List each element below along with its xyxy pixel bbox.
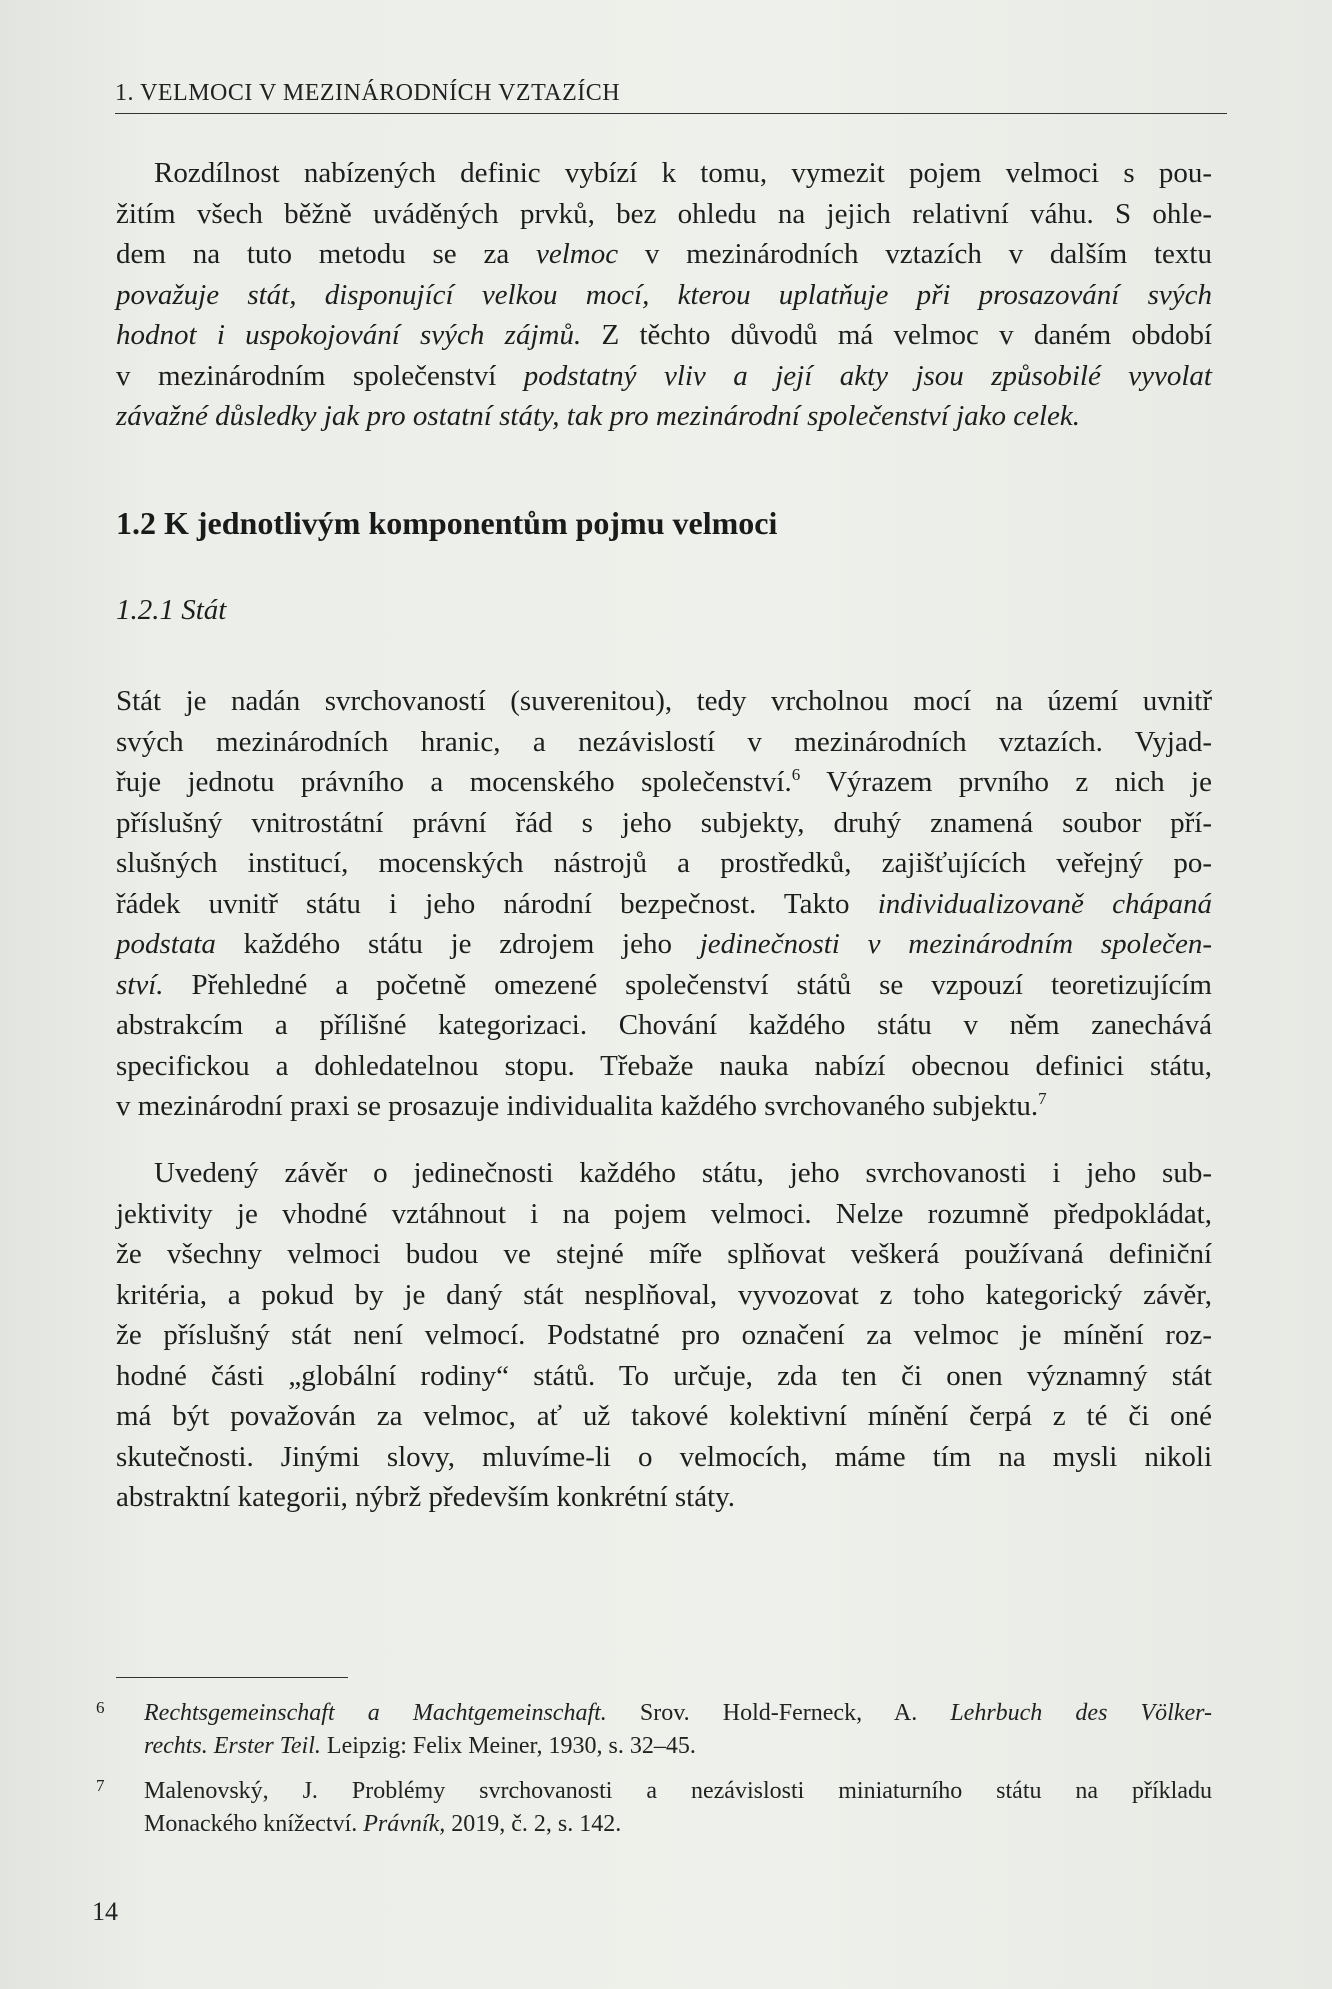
italic-text: podstata: [116, 928, 216, 960]
footnote-divider: [116, 1677, 348, 1678]
text-run: skutečnosti. Jinými slovy, mluvíme-li o velmocích, máme tím na mysli nikoli: [116, 1440, 1212, 1473]
footnote-ref: 7: [1038, 1089, 1047, 1108]
text-run: Srov. Hold-Ferneck, A.: [606, 1700, 951, 1726]
text-run: má být považován za velmoc, ať už takové kolektivní mínění čerpá z té či oné: [116, 1400, 1212, 1432]
paragraph-state: [116, 681, 1212, 1127]
text-line: [116, 681, 1212, 722]
text-run: v mezinárodní praxi se prosazuje individualita každého svrchovaného subjektu.: [116, 1090, 1039, 1122]
text-run: řádek uvnitř státu i jeho národní bezpečnost. Takto: [116, 887, 878, 920]
text-line: [116, 194, 1212, 235]
text-line: [116, 275, 1212, 316]
text-line: [116, 965, 1212, 1006]
text-line: [144, 1808, 1212, 1841]
text-run: Z těchto důvodů má velmoc v daném období: [581, 319, 1213, 351]
text-run: Monackého knížectví.: [144, 1811, 364, 1837]
italic-text: jedinečnosti v mezinárodním společen-: [699, 928, 1212, 960]
text-run: každého státu je zdrojem jeho: [215, 928, 700, 960]
text-line: [116, 1234, 1212, 1275]
running-head: 1. VELMOCI V MEZINÁRODNÍCH VZTAZÍCH: [115, 80, 1227, 114]
text-line: [116, 315, 1212, 356]
text-run: abstraktní kategorii, nýbrž především konkrétní státy.: [116, 1481, 736, 1513]
text-line: [116, 762, 1212, 803]
italic-text: hodnot i uspokojování svých zájmů.: [116, 319, 582, 351]
text-run: slušných institucí, mocenských nástrojů a prostředků, zajišťujících veřejný po-: [116, 847, 1212, 879]
text-line: [116, 722, 1212, 763]
italic-text: považuje stát, disponující velkou mocí, kterou uplatňuje při prosazování svých: [116, 278, 1212, 311]
text-run: Přehledné a početně omezené společenství států se vzpouzí teoretizujícím: [163, 968, 1212, 1001]
footnote-text: [144, 1697, 1212, 1763]
text-line: [144, 1697, 1212, 1730]
text-line: [116, 843, 1212, 884]
text-run: že všechny velmoci budou ve stejné míře splňovat veškerá používaná definiční: [116, 1238, 1212, 1270]
text-line: [116, 1086, 1212, 1127]
paragraph-uniqueness: [116, 1153, 1212, 1518]
text-line: [116, 1477, 1212, 1518]
text-run: jektivity je vhodné vztáhnout i na pojem velmoci. Nelze rozumně předpokládat,: [116, 1197, 1212, 1230]
text-run: v mezinárodních vztazích v dalším textu: [618, 238, 1212, 270]
text-line: [116, 1046, 1212, 1087]
text-run: v mezinárodním společenství: [116, 359, 524, 392]
text-line: [116, 1315, 1212, 1356]
italic-text: Lehrbuch des Völker-: [950, 1700, 1213, 1726]
text-run: Uvedený závěr o jedinečnosti každého státu, jeho svrchovanosti i jeho sub-: [154, 1157, 1212, 1189]
text-line: [116, 1356, 1212, 1397]
italic-text: ství.: [116, 968, 164, 1001]
text-line: [116, 1153, 1212, 1194]
text-line: [116, 1396, 1212, 1437]
text-line: [116, 924, 1212, 965]
text-run: hodné části „globální rodiny“ států. To určuje, zda ten či onen významný stát: [116, 1359, 1212, 1392]
text-run: Leipzig: Felix Meiner, 1930, s. 32–45.: [320, 1733, 696, 1759]
footnote-ref: 6: [791, 765, 801, 784]
text-line: [116, 234, 1212, 275]
text-line: [116, 356, 1212, 397]
text-run: Stát je nadán svrchovaností (suverenitou), tedy vrcholnou mocí na území uvnitř: [116, 685, 1212, 717]
italic-text: individualizovaně chápaná: [877, 887, 1212, 920]
italic-text: podstatný vliv a její akty jsou způsobilé vyvolat: [523, 359, 1212, 392]
text-line: [116, 153, 1212, 194]
text-line: [116, 396, 1212, 437]
text-run: Malenovský, J. Problémy svrchovanosti a nezávislosti miniaturního státu na příkladu: [144, 1778, 1212, 1804]
italic-text: rechts. Erster Teil.: [144, 1733, 321, 1759]
text-run: dem na tuto metodu se za: [116, 238, 536, 270]
text-run: žitím všech běžně uváděných prvků, bez ohledu na jejich relativní váhu. S ohle-: [116, 197, 1212, 230]
text-line: [116, 884, 1212, 925]
text-line: [144, 1775, 1212, 1808]
footnote-6: [96, 1697, 1212, 1763]
footnote-number: 7: [96, 1776, 105, 1795]
text-line: [116, 1194, 1212, 1235]
text-run: Rozdílnost nabízených definic vybízí k tomu, vymezit pojem velmoci s pou-: [154, 157, 1212, 189]
footnote-number: 6: [96, 1698, 105, 1717]
text-run: specifickou a dohledatelnou stopu. Třebaže nauka nabízí obecnou definici státu,: [116, 1049, 1212, 1082]
text-line: [144, 1730, 1212, 1763]
section-heading: 1.2 K jednotlivým komponentům pojmu velmoci: [116, 505, 778, 541]
text-line: [116, 803, 1212, 844]
footnote-text: [144, 1775, 1212, 1841]
italic-text: Rechtsgemeinschaft a Machtgemeinschaft.: [144, 1700, 607, 1726]
text-run: řuje jednotu právního a mocenského společenství.: [116, 766, 792, 798]
paragraph-definition: [116, 153, 1212, 437]
text-run: svých mezinárodních hranic, a nezávislostí v mezinárodních vztazích. Vyjad-: [116, 725, 1212, 758]
text-run: kritéria, a pokud by je daný stát nesplňoval, vyvozovat z toho kategorický závěr,: [116, 1278, 1212, 1311]
text-run: že příslušný stát není velmocí. Podstatné pro označení za velmoc je mínění roz-: [116, 1319, 1212, 1351]
page-number: 14: [92, 1897, 118, 1926]
text-line: [116, 1275, 1212, 1316]
text-run: 2019, č. 2, s. 142.: [445, 1811, 622, 1837]
text-run: abstrakcím a přílišné kategorizaci. Chování každého státu v něm zanechává: [116, 1009, 1212, 1041]
footnote-7: [96, 1775, 1212, 1841]
italic-text: Právník,: [363, 1811, 446, 1837]
text-line: [116, 1437, 1212, 1478]
text-run: příslušný vnitrostátní právní řád s jeho subjekty, druhý znamená soubor pří-: [116, 806, 1212, 839]
text-line: [116, 1005, 1212, 1046]
subsection-heading: 1.2.1 Stát: [116, 594, 227, 626]
italic-text: velmoc: [535, 238, 619, 270]
italic-text: závažné důsledky jak pro ostatní státy, tak pro mezinárodní společenství jako celek.: [116, 400, 1081, 432]
text-run: Výrazem prvního z nich je: [800, 766, 1212, 798]
